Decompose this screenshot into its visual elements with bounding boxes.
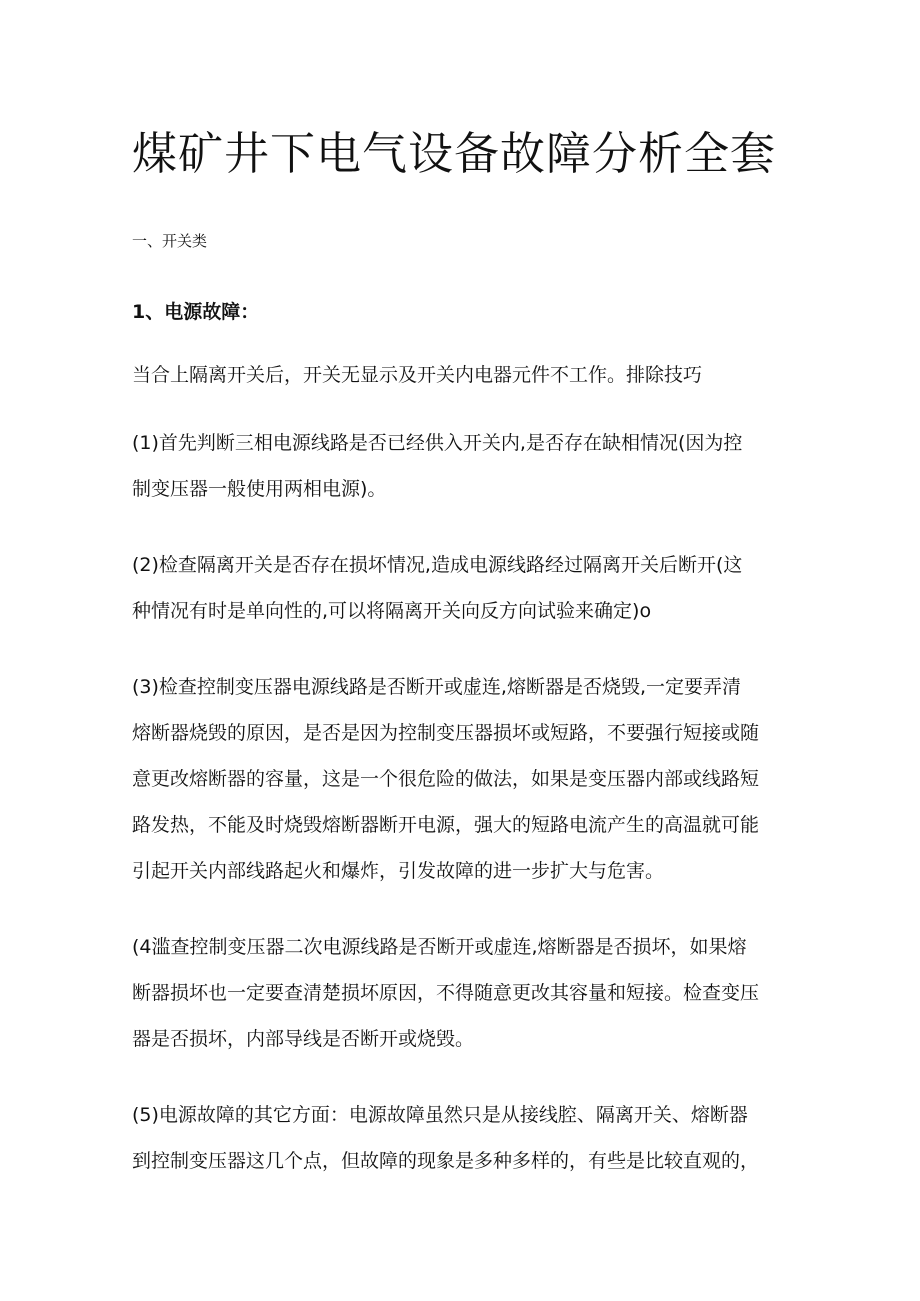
document-title: 煤矿井下电气设备故障分析全套 [132, 127, 777, 180]
paragraph-line: 当合上隔离开关后，开关无显示及开关内电器元件不工作。排除技巧 [132, 364, 703, 386]
paragraph-line: 到控制变压器这几个点，但故障的现象是多种多样的，有些是比较直观的， [132, 1150, 760, 1172]
paragraph-line: (2)检查隔离开关是否存在损坏情况,造成电源线路经过隔离开关后断开(这 [132, 554, 743, 576]
paragraph-line: 断器损坏也一定要查清楚损坏原因，不得随意更改其容量和短接。检查变压 [132, 982, 760, 1004]
subheading-power-fault: 1、电源故障： [132, 301, 260, 323]
paragraph-step-3 [132, 664, 797, 894]
paragraph-line: 种情况有时是单向性的,可以将隔离开关向反方向试验来确定)o [132, 600, 652, 622]
paragraph-line: 意更改熔断器的容量，这是一个很危险的做法，如果是变压器内部或线路短 [132, 768, 760, 790]
paragraph-line: 器是否损坏，内部导线是否断开或烧毁。 [132, 1028, 475, 1050]
paragraph-line: 引起开关内部线路起火和爆炸，引发故障的进一步扩大与危害。 [132, 860, 665, 882]
paragraph-step-5 [132, 1092, 797, 1184]
paragraph-step-2 [132, 542, 797, 634]
paragraph-intro [132, 352, 797, 398]
paragraph-line: 熔断器烧毁的原因，是否是因为控制变压器损坏或短路，不要强行短接或随 [132, 722, 760, 744]
paragraph-line: (5)电源故障的其它方面：电源故障虽然只是从接线腔、隔离开关、熔断器 [132, 1104, 748, 1126]
paragraph-line: 制变压器一般使用两相电源)。 [132, 478, 387, 500]
paragraph-line: 路发热，不能及时烧毁熔断器断开电源，强大的短路电流产生的高温就可能 [132, 814, 760, 836]
paragraph-line: (3)检查控制变压器电源线路是否断开或虚连,熔断器是否烧毁,一定要弄清 [132, 676, 741, 698]
paragraph-step-4 [132, 924, 797, 1062]
section-heading: 一、开关类 [132, 232, 208, 250]
paragraph-line: (1)首先判断三相电源线路是否已经供入开关内,是否存在缺相情况(因为控 [132, 432, 743, 454]
paragraph-step-1 [132, 420, 797, 512]
paragraph-line: (4滥查控制变压器二次电源线路是否断开或虚连,熔断器是否损坏，如果熔 [132, 936, 747, 958]
